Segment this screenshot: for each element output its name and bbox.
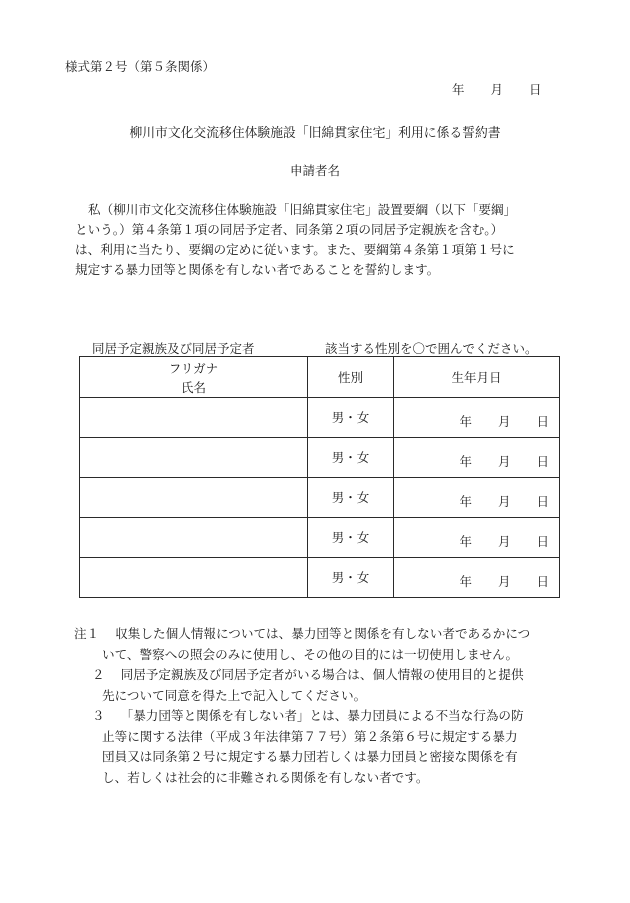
sex-cell[interactable] (308, 518, 394, 558)
header-furigana: フリガナ (168, 361, 219, 376)
header-sex: 性別 (308, 357, 394, 398)
birth-date: 年 月 日 (459, 454, 549, 469)
birth-date: 年 月 日 (459, 494, 549, 509)
sex-options: 男・女 (331, 570, 370, 585)
note-line: 収集した個人情報については、暴力団等と関係を有しない者であるかにつ (115, 626, 531, 641)
pledge-line: という。）第４条第１項の同居予定者、同条第２項の同居予定親族を含む。） (75, 222, 504, 237)
sex-cell[interactable] (308, 558, 394, 598)
name-cell[interactable] (80, 558, 308, 598)
birth-cell[interactable] (394, 558, 560, 598)
applicant-label: 申請者名 (289, 163, 340, 178)
note-line: 団員又は同条第２号に規定する暴力団若しくは暴力団員と密接な関係を有 (102, 749, 518, 764)
table-caption-left: 同居予定親族及び同居予定者 (92, 341, 255, 356)
note-2 (74, 665, 574, 706)
birth-date: 年 月 日 (459, 414, 549, 429)
date-month: 月 (490, 82, 504, 97)
table-row (80, 518, 560, 558)
pledge-line: 私（柳川市文化交流移住体験施設「旧綿貫家住宅」設置要綱（以下「要綱」 (88, 202, 517, 217)
note-line: 同居予定親族及び同居予定者がいる場合は、個人情報の使用目的と提供 (120, 667, 524, 682)
header-name: 氏名 (180, 380, 206, 395)
date-line (452, 80, 542, 98)
birth-cell[interactable] (394, 518, 560, 558)
note-line: 先について同意を得た上で記入してください。 (102, 687, 367, 703)
birth-date: 年 月 日 (459, 534, 549, 549)
cohabitant-table (79, 356, 560, 598)
note-label: ３ (92, 708, 105, 723)
sex-options: 男・女 (331, 450, 370, 465)
sex-cell[interactable] (308, 438, 394, 478)
birth-date: 年 月 日 (459, 574, 549, 589)
note-label: 注１ (74, 626, 100, 641)
notes-section (74, 624, 574, 788)
name-cell[interactable] (80, 518, 308, 558)
note-1 (74, 624, 574, 665)
birth-cell[interactable] (394, 438, 560, 478)
sex-options: 男・女 (331, 410, 370, 425)
name-cell[interactable] (80, 438, 308, 478)
note-3 (74, 706, 574, 788)
sex-cell[interactable] (308, 398, 394, 438)
form-number: 様式第２号（第５条関係） (65, 59, 216, 74)
table-row (80, 478, 560, 518)
sex-cell[interactable] (308, 478, 394, 518)
table-header-row (80, 357, 560, 398)
pledge-line: は、利用に当たり、要綱の定めに従います。また、要綱第４条第１項第１号に (75, 242, 515, 257)
sex-options: 男・女 (331, 490, 370, 505)
pledge-line: 規定する暴力団等と関係を有しない者であることを誓約します。 (75, 262, 440, 277)
table-row (80, 558, 560, 598)
birth-cell[interactable] (394, 478, 560, 518)
birth-cell[interactable] (394, 398, 560, 438)
table-caption-right: 該当する性別を〇で囲んでください。 (325, 341, 538, 356)
note-line: 「暴力団等と関係を有しない者」とは、暴力団員による不当な行為の防 (120, 708, 524, 723)
date-year: 年 (452, 82, 465, 97)
name-cell[interactable] (80, 478, 308, 518)
header-birth: 生年月日 (394, 357, 560, 398)
pledge-paragraph (75, 200, 565, 280)
date-day: 日 (529, 82, 542, 97)
sex-options: 男・女 (331, 530, 370, 545)
note-line: 止等に関する法律（平成３年法律第７７号）第２条第６号に規定する暴力 (102, 728, 518, 744)
table-row (80, 398, 560, 438)
note-label: ２ (92, 667, 105, 682)
name-cell[interactable] (80, 398, 308, 438)
document-title: 柳川市文化交流移住体験施設「旧綿貫家住宅」利用に係る誓約書 (129, 126, 501, 141)
note-line: いて、警察への照会のみに使用し、その他の目的には一切使用しません。 (102, 646, 519, 662)
note-line: し、若しくは社会的に非難される関係を有しない者です。 (102, 769, 429, 785)
table-row (80, 438, 560, 478)
header-name-cell (80, 357, 308, 398)
